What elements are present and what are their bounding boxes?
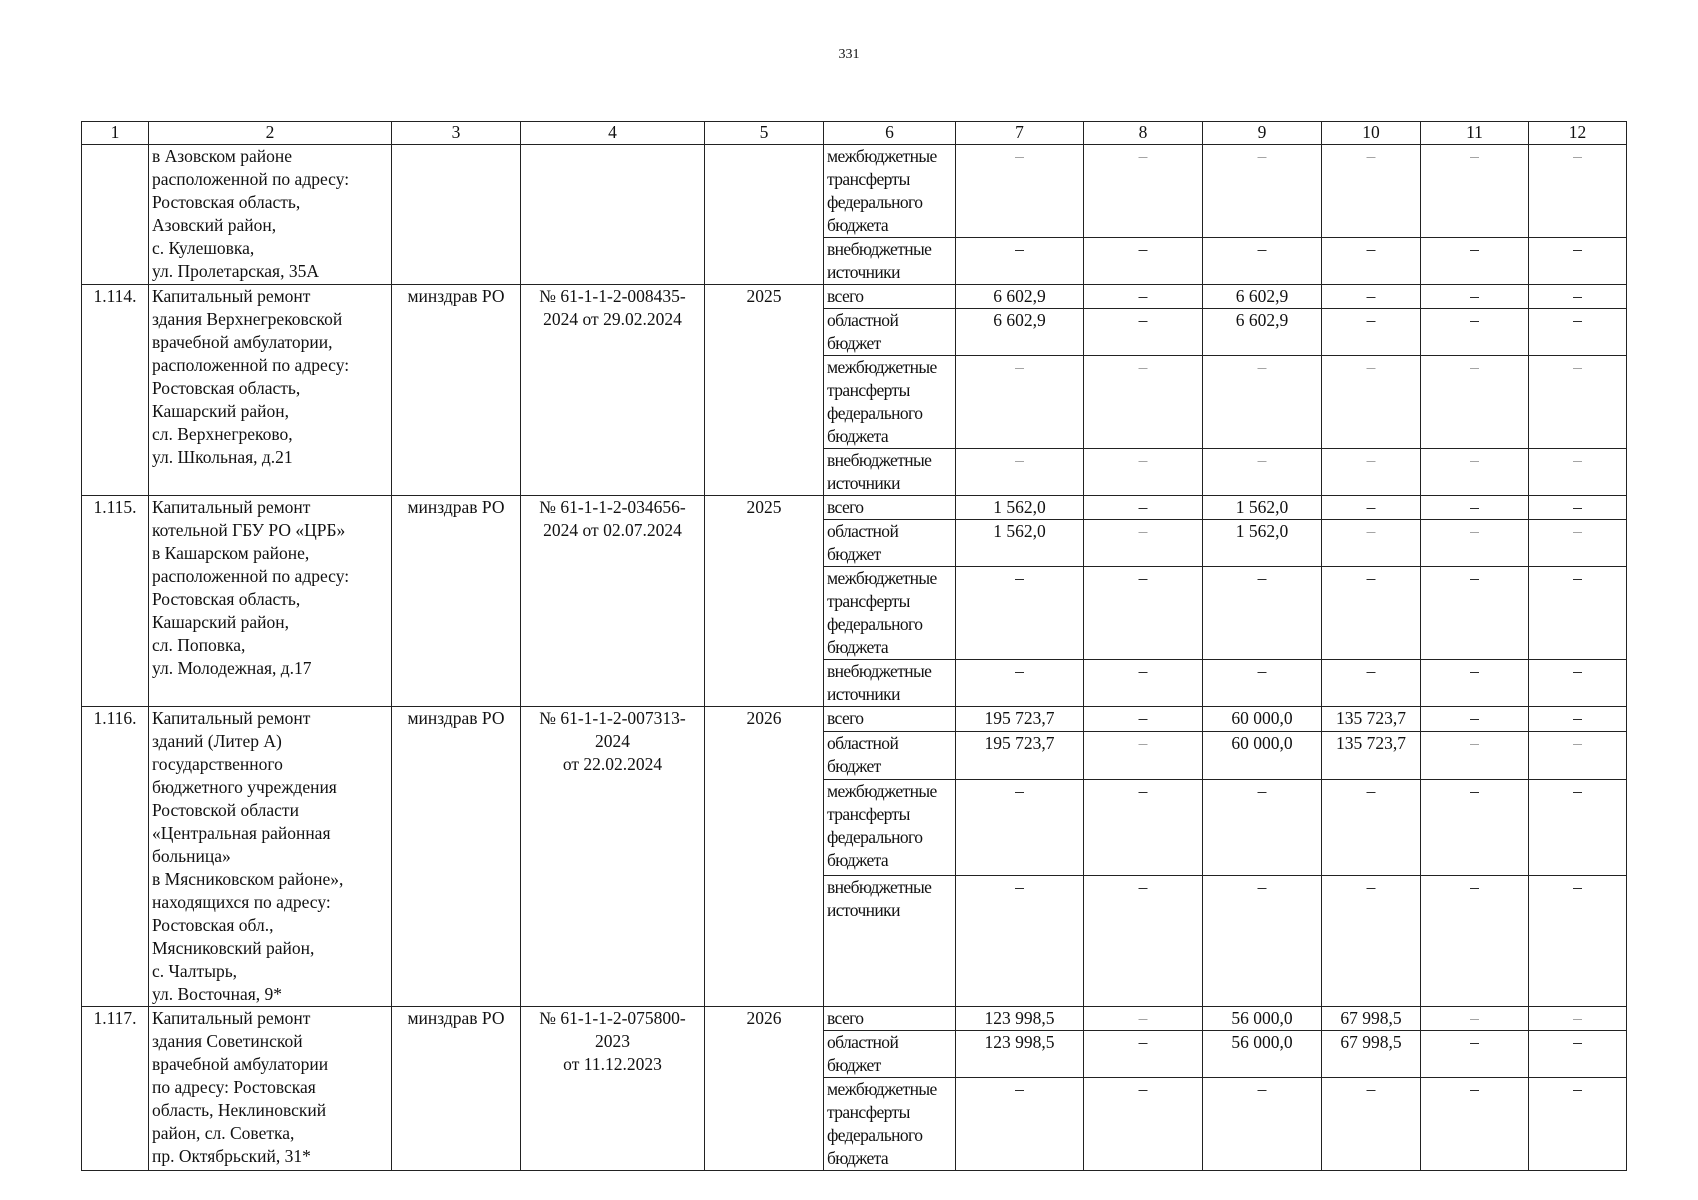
column-header: 1: [82, 122, 149, 145]
owner-name: [392, 145, 521, 285]
funding-source: областной бюджет: [824, 520, 956, 567]
value-cell: 6 602,9: [956, 285, 1084, 309]
value-cell: –: [1203, 238, 1322, 285]
value-cell: 1 562,0: [956, 520, 1084, 567]
document-number: № 61-1-1-2-034656- 2024 от 02.07.2024: [521, 496, 705, 707]
value-cell: –: [1529, 356, 1627, 449]
budget-table: [81, 121, 1627, 1171]
column-header: 4: [521, 122, 705, 145]
value-cell: 123 998,5: [956, 1031, 1084, 1078]
value-cell: –: [1203, 876, 1322, 1007]
value-cell: –: [956, 238, 1084, 285]
value-cell: 60 000,0: [1203, 731, 1322, 779]
value-cell: –: [1529, 660, 1627, 707]
value-cell: –: [1203, 145, 1322, 238]
value-cell: 67 998,5: [1322, 1007, 1421, 1031]
value-cell: –: [1084, 238, 1203, 285]
value-cell: –: [1322, 660, 1421, 707]
value-cell: –: [956, 660, 1084, 707]
column-header: 12: [1529, 122, 1627, 145]
column-header: 11: [1421, 122, 1529, 145]
owner-name: минздрав РО: [392, 285, 521, 496]
funding-source: всего: [824, 285, 956, 309]
funding-source: межбюджетные трансферты федерального бюджета: [824, 567, 956, 660]
column-header: 2: [149, 122, 392, 145]
value-cell: –: [1322, 780, 1421, 876]
value-cell: 6 602,9: [1203, 285, 1322, 309]
value-cell: 195 723,7: [956, 731, 1084, 779]
value-cell: –: [1084, 707, 1203, 732]
value-cell: –: [956, 567, 1084, 660]
value-cell: –: [1421, 238, 1529, 285]
value-cell: –: [1529, 238, 1627, 285]
value-cell: –: [1421, 660, 1529, 707]
funding-source: внебюджетные источники: [824, 238, 956, 285]
value-cell: –: [1421, 731, 1529, 779]
value-cell: –: [1084, 780, 1203, 876]
value-cell: –: [1203, 780, 1322, 876]
document-number: № 61-1-1-2-075800- 2023 от 11.12.2023: [521, 1007, 705, 1171]
value-cell: –: [1084, 449, 1203, 496]
value-cell: 67 998,5: [1322, 1031, 1421, 1078]
funding-source: межбюджетные трансферты федерального бюджета: [824, 145, 956, 238]
page-number: 331: [838, 47, 860, 62]
value-cell: 123 998,5: [956, 1007, 1084, 1031]
value-cell: –: [1529, 731, 1627, 779]
value-cell: –: [1203, 567, 1322, 660]
value-cell: –: [1529, 520, 1627, 567]
value-cell: –: [1529, 1031, 1627, 1078]
value-cell: –: [1084, 1078, 1203, 1171]
value-cell: –: [1421, 145, 1529, 238]
funding-source: межбюджетные трансферты федерального бюджета: [824, 356, 956, 449]
value-cell: –: [1421, 309, 1529, 356]
column-header: 3: [392, 122, 521, 145]
value-cell: 135 723,7: [1322, 731, 1421, 779]
value-cell: –: [1084, 876, 1203, 1007]
funding-source: всего: [824, 1007, 956, 1031]
value-cell: 1 562,0: [1203, 496, 1322, 520]
value-cell: –: [1084, 520, 1203, 567]
object-name: Капитальный ремонт здания Верхнегрековской врачебной амбулатории, расположенной по адресу: Ростовская область, Кашарский район, сл. Верхнегреково, ул. Школьная, д.21: [149, 285, 392, 496]
year: 2026: [705, 707, 824, 1007]
value-cell: –: [1421, 496, 1529, 520]
table-row: [82, 145, 1627, 238]
value-cell: –: [1529, 496, 1627, 520]
value-cell: –: [956, 356, 1084, 449]
value-cell: 56 000,0: [1203, 1007, 1322, 1031]
funding-source: областной бюджет: [824, 731, 956, 779]
value-cell: 195 723,7: [956, 707, 1084, 732]
document-number: № 61-1-1-2-007313- 2024 от 22.02.2024: [521, 707, 705, 1007]
funding-source: всего: [824, 707, 956, 732]
value-cell: –: [1421, 1007, 1529, 1031]
value-cell: –: [1421, 520, 1529, 567]
funding-source: областной бюджет: [824, 1031, 956, 1078]
funding-source: внебюджетные источники: [824, 660, 956, 707]
value-cell: –: [1421, 1031, 1529, 1078]
owner-name: минздрав РО: [392, 496, 521, 707]
funding-source: областной бюджет: [824, 309, 956, 356]
value-cell: –: [1084, 309, 1203, 356]
value-cell: –: [1084, 567, 1203, 660]
value-cell: –: [1322, 876, 1421, 1007]
value-cell: –: [1084, 285, 1203, 309]
value-cell: –: [1084, 731, 1203, 779]
column-header: 5: [705, 122, 824, 145]
value-cell: –: [1529, 567, 1627, 660]
value-cell: –: [1322, 496, 1421, 520]
year: [705, 145, 824, 285]
funding-source: внебюджетные источники: [824, 876, 956, 1007]
value-cell: –: [1084, 1007, 1203, 1031]
value-cell: 56 000,0: [1203, 1031, 1322, 1078]
value-cell: –: [1529, 780, 1627, 876]
value-cell: –: [1421, 449, 1529, 496]
table-row: [82, 1007, 1627, 1031]
value-cell: –: [1421, 285, 1529, 309]
value-cell: –: [956, 1078, 1084, 1171]
object-name: Капитальный ремонт зданий (Литер А) государственного бюджетного учреждения Ростовской области «Центральная районная больница» в Мясниковском районе», находящихся по адресу: Ростовская обл., Мясниковский район, с. Чалтырь, ул. Восточная, 9*: [149, 707, 392, 1007]
table-body: [82, 145, 1627, 1171]
value-cell: –: [956, 876, 1084, 1007]
value-cell: –: [1529, 285, 1627, 309]
value-cell: –: [1322, 285, 1421, 309]
column-header: 7: [956, 122, 1084, 145]
value-cell: –: [1084, 496, 1203, 520]
value-cell: –: [1529, 309, 1627, 356]
table-row: [82, 707, 1627, 732]
value-cell: 1 562,0: [1203, 520, 1322, 567]
value-cell: –: [1421, 567, 1529, 660]
document-number: № 61-1-1-2-008435- 2024 от 29.02.2024: [521, 285, 705, 496]
value-cell: 1 562,0: [956, 496, 1084, 520]
value-cell: –: [1421, 356, 1529, 449]
row-number: [82, 145, 149, 285]
value-cell: 60 000,0: [1203, 707, 1322, 732]
value-cell: –: [1529, 145, 1627, 238]
column-header: 8: [1084, 122, 1203, 145]
object-name: Капитальный ремонт котельной ГБУ РО «ЦРБ» в Кашарском районе, расположенной по адресу: Ростовская область, Кашарский район, сл. Поповка, ул. Молодежная, д.17: [149, 496, 392, 707]
value-cell: –: [1421, 780, 1529, 876]
value-cell: –: [1203, 356, 1322, 449]
funding-source: межбюджетные трансферты федерального бюджета: [824, 1078, 956, 1171]
value-cell: –: [1084, 1031, 1203, 1078]
value-cell: –: [1322, 1078, 1421, 1171]
table-row: [82, 496, 1627, 520]
value-cell: –: [1529, 1078, 1627, 1171]
object-name: в Азовском районе расположенной по адресу: Ростовская область, Азовский район, с. Кулешовка, ул. Пролетарская, 35А: [149, 145, 392, 285]
table-row: [82, 285, 1627, 309]
value-cell: –: [1203, 1078, 1322, 1171]
value-cell: –: [1529, 876, 1627, 1007]
year: 2025: [705, 285, 824, 496]
value-cell: –: [1322, 449, 1421, 496]
document-number: [521, 145, 705, 285]
value-cell: –: [1203, 660, 1322, 707]
row-number: 1.115.: [82, 496, 149, 707]
value-cell: –: [1203, 449, 1322, 496]
value-cell: –: [956, 449, 1084, 496]
value-cell: –: [1322, 520, 1421, 567]
value-cell: –: [1529, 1007, 1627, 1031]
row-number: 1.116.: [82, 707, 149, 1007]
value-cell: –: [1322, 238, 1421, 285]
value-cell: –: [956, 145, 1084, 238]
value-cell: 6 602,9: [956, 309, 1084, 356]
value-cell: –: [1421, 876, 1529, 1007]
value-cell: 6 602,9: [1203, 309, 1322, 356]
value-cell: –: [1421, 1078, 1529, 1171]
value-cell: –: [1322, 567, 1421, 660]
year: 2026: [705, 1007, 824, 1171]
funding-source: всего: [824, 496, 956, 520]
value-cell: 135 723,7: [1322, 707, 1421, 732]
value-cell: –: [1529, 707, 1627, 732]
header-row: [82, 122, 1627, 145]
column-header: 9: [1203, 122, 1322, 145]
row-number: 1.117.: [82, 1007, 149, 1171]
funding-source: межбюджетные трансферты федерального бюджета: [824, 780, 956, 876]
value-cell: –: [1084, 660, 1203, 707]
value-cell: –: [1084, 356, 1203, 449]
object-name: Капитальный ремонт здания Советинской врачебной амбулатории по адресу: Ростовская область, Неклиновский район, сл. Советка, пр. Октябрьский, 31*: [149, 1007, 392, 1171]
value-cell: –: [1322, 145, 1421, 238]
owner-name: минздрав РО: [392, 1007, 521, 1171]
column-header: 6: [824, 122, 956, 145]
column-header: 10: [1322, 122, 1421, 145]
value-cell: –: [1421, 707, 1529, 732]
year: 2025: [705, 496, 824, 707]
value-cell: –: [1529, 449, 1627, 496]
owner-name: минздрав РО: [392, 707, 521, 1007]
funding-source: внебюджетные источники: [824, 449, 956, 496]
value-cell: –: [956, 780, 1084, 876]
value-cell: –: [1084, 145, 1203, 238]
value-cell: –: [1322, 309, 1421, 356]
row-number: 1.114.: [82, 285, 149, 496]
value-cell: –: [1322, 356, 1421, 449]
